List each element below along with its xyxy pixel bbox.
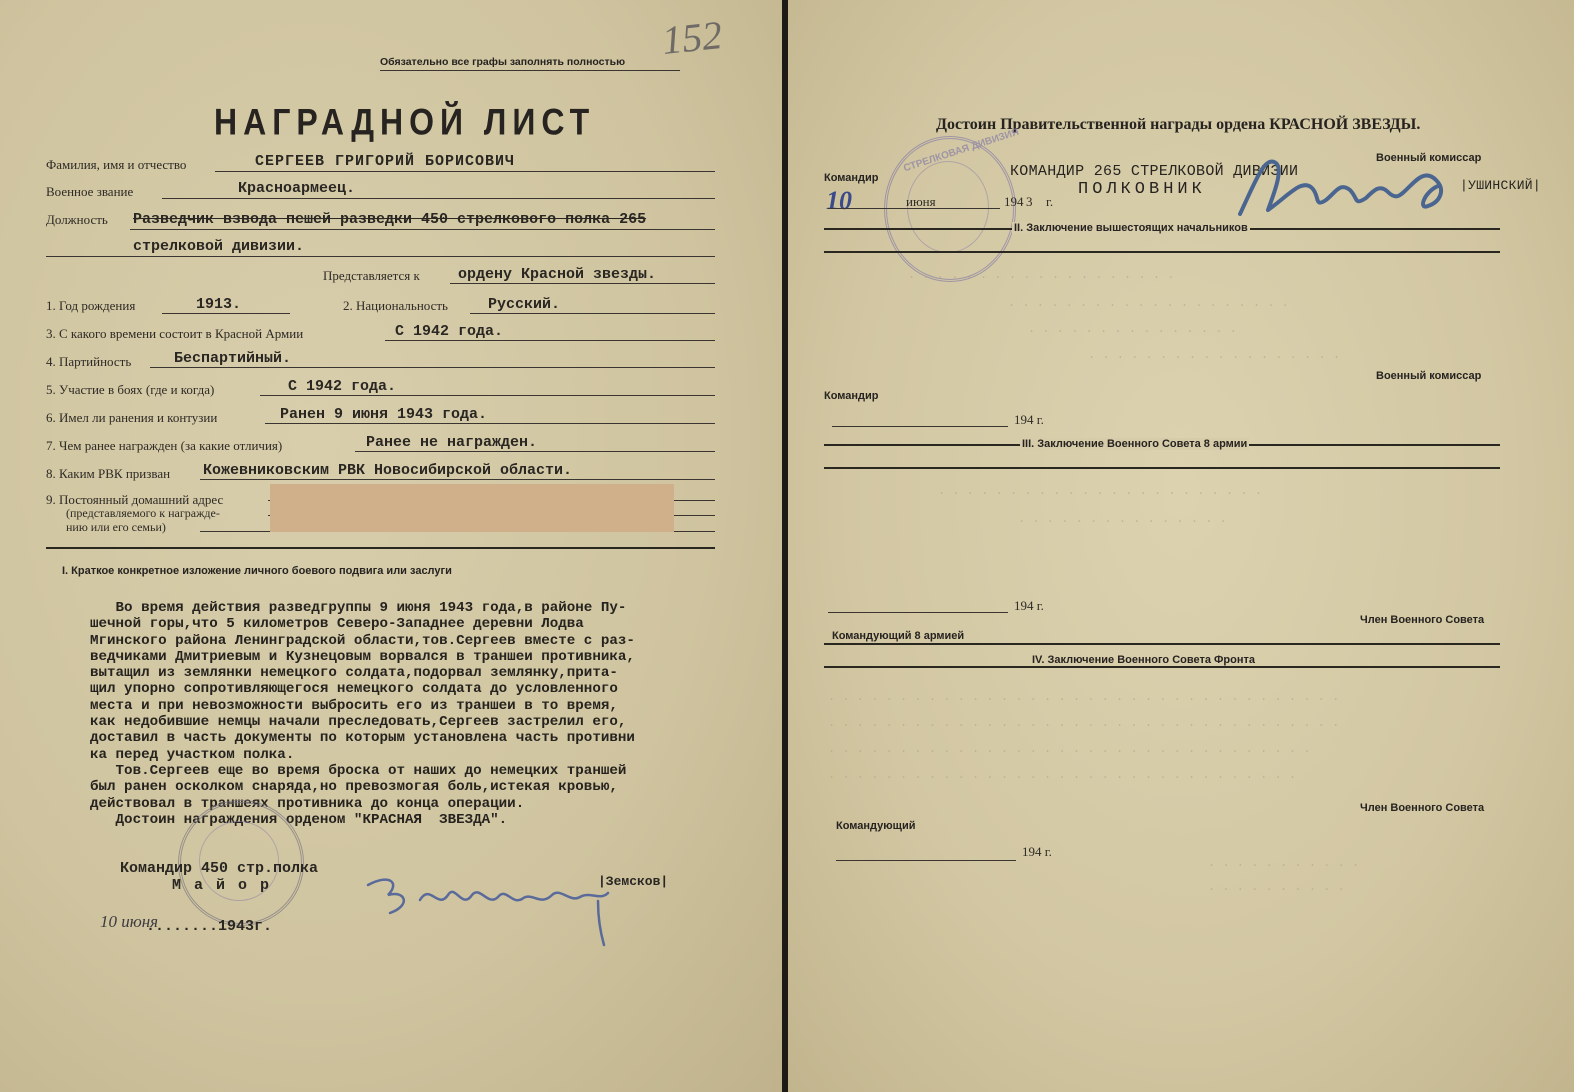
date-month: июня [906, 194, 936, 209]
nationality-label: 2. Национальность [343, 298, 448, 313]
typed-date: ........1943г. [146, 918, 273, 935]
division-commander: КОМАНДИР 265 СТРЕЛКОВОЙ ДИВИЗИИ [1010, 163, 1299, 180]
previous-awards-value: Ранее не награжден. [366, 434, 538, 451]
page-number: 152 [659, 11, 725, 64]
award-sheet-back: Достоин Правительственной награды ордена КРАСНОЙ ЗВЕЗДЫ. СТРЕЛКОВАЯ ДИВИЗИЯ Командир КОМАНДИР 265 СТРЕЛКОВОЙ ДИВИЗИИ ПОЛКОВНИК Военный комиссар |УШИНСКИЙ| 10 июня 194 3 г. II. Заключение вышестоящих начальников . . . . . . . . . . . . . . . . . . . . . . . . . . . . . . . . . . . . . . . . . . . . . . . . . . . . . . . . . . . . . . . . . . . . . . . . Командир Военный комиссар 194 г. III. Заключение Военного Совета 8 армии . . . . . . . . . . . . . . . . . . . . . . . . . . . . . . . . . . . . . . 194 г. Командующий 8 армией Член Военного Совета IV. Заключение Военного Совета Фронта . . . . . . . . . . . . . . . . . . . . . . . . . . . . . . . . . . . . . . . . . . . . . . . . . . . . . . . . . . . . . . . . . . . . . . . . . . . . . . . . . . . . . . . . . . . . . . . . . . . . . . . . . . . . . . . . . . . . . . . . . . . . . . . . . . . . . . . . . . . Член Военного Совета Командующий 194 г. . . . . . . . . . . . . . . . . . . . . . [788, 0, 1574, 1092]
narrative-text [90, 600, 760, 828]
stamp-text: СТРЕЛКОВАЯ ДИВИЗИЯ [902, 126, 1021, 175]
narrative-line: ведчиками Дмитриевым и Кузнецовым ворвался в траншеи противника, [90, 648, 635, 665]
division-stamp [884, 126, 1021, 282]
commander-name: |Земсков| [598, 874, 669, 889]
year-2: 194 г. [1014, 412, 1044, 427]
name-label: Фамилия, имя и отчество [46, 157, 187, 172]
narrative-line: действовал в траншеях противника до конца операции. [90, 795, 525, 812]
address-label-3: нию или его семьи) [66, 520, 166, 534]
party-label: 4. Партийность [46, 354, 132, 369]
position-value-line-2: стрелковой дивизии. [133, 238, 305, 255]
award-sheet-front [0, 0, 782, 1092]
komandir-label: Командир [824, 172, 879, 184]
rvk-label: 8. Каким РВК призван [46, 466, 171, 481]
narrative-line: щил упорно сопротивляющегося немецкого солдата до условленного [90, 681, 618, 698]
narrative-line: вытащил из землянки немецкого солдата,подорвал землянку,прита- [90, 665, 618, 682]
council-member-2-label: Член Военного Совета [1360, 802, 1485, 814]
narrative-line: Тов.Сергеев еще во время броска от наших до немецких траншей [90, 762, 627, 779]
front-commander-label: Командующий [836, 820, 916, 832]
party-value: Беспартийный. [174, 350, 292, 367]
section-1-heading: I. Краткое конкретное изложение личного боевого подвига или заслуги [62, 565, 452, 577]
narrative-line: Достоин награждения орденом "КРАСНАЯ ЗВЕЗДА". [90, 811, 508, 828]
redacted-address [270, 484, 674, 532]
colonel-name: |УШИНСКИЙ| [1460, 178, 1542, 193]
address-label-1: 9. Постоянный домашний адрес [46, 492, 224, 507]
battles-label: 5. Участие в боях (где и когда) [46, 382, 215, 397]
commander-signature [360, 855, 620, 950]
presented-value: ордену Красной звезды. [458, 266, 657, 283]
section-2-heading: II. Заключение вышестоящих начальников [1014, 222, 1248, 234]
position-value-line-1: Разведчик взвода пешей разведки 450 стрелкового полка 265 [133, 211, 647, 228]
colonel-rank: ПОЛКОВНИК [1078, 180, 1206, 199]
voenkom-label: Военный комиссар [1376, 152, 1482, 164]
council-member-label: Член Военного Совета [1360, 614, 1485, 626]
section-4-heading: IV. Заключение Военного Совета Фронта [1032, 654, 1255, 666]
previous-awards-label: 7. Чем ранее награжден (за какие отличия) [46, 438, 283, 453]
date-g: г. [1046, 194, 1054, 209]
birth-year-label: 1. Год рождения [46, 298, 136, 313]
worthy-statement: Достоин Правительственной награды ордена КРАСНОЙ ЗВЕЗДЫ. [936, 116, 1421, 133]
narrative-line: Мгинского района Ленинградской области,тов.Сергеев вместе с раз- [90, 632, 635, 649]
narrative-line: доставил в часть документы по которым установлена часть противни [90, 730, 635, 747]
narrative-line: места и при невозможности выбросить его из траншеи в то время, [90, 697, 618, 714]
date-year-suffix: 3 [1026, 194, 1033, 209]
document-title: НАГРАДНОЙ ЛИСТ [214, 101, 596, 143]
narrative-line: ка перед участком полка. [90, 746, 295, 763]
rvk-value: Кожевниковским РВК Новосибирской области. [203, 462, 573, 479]
narrative-line: был ранен осколком снаряда,но превозмогая боль,истекая кровью, [90, 779, 618, 796]
date-day: 10 [826, 186, 852, 215]
corner-note: Обязательно все графы заполнять полностью [380, 56, 626, 68]
voenkom-2-label: Военный комиссар [1376, 370, 1482, 382]
narrative-line: как недобившие немцы начали преследовать,Сергеев застрелил его, [90, 714, 627, 731]
presented-label: Представляется к [323, 268, 420, 283]
rank-value: Красноармеец. [238, 180, 356, 197]
section-3-heading: III. Заключение Военного Совета 8 армии [1022, 438, 1248, 450]
wounds-value: Ранен 9 июня 1943 года. [280, 406, 488, 423]
nationality-value: Русский. [488, 296, 561, 313]
army-commander-label: Командующий 8 армией [832, 630, 965, 642]
battles-value: С 1942 года. [288, 378, 397, 395]
narrative-line: шечной горы,что 5 километров Северо-Западнее деревни Лодва [90, 616, 584, 633]
army-since-value: С 1942 года. [395, 323, 504, 340]
wounds-label: 6. Имел ли ранения и контузии [46, 410, 218, 425]
position-label: Должность [46, 212, 108, 227]
year-4: 194 г. [1022, 844, 1052, 859]
colonel-signature [1228, 140, 1458, 230]
commander-rank: М а й о р [172, 877, 272, 894]
commander-title: Командир 450 стр.полка [120, 860, 319, 877]
name-value: СЕРГЕЕВ ГРИГОРИЙ БОРИСОВИЧ [255, 153, 516, 170]
handwritten-date: 10 июня [100, 912, 159, 931]
date-year: 194 [1004, 194, 1024, 209]
address-label-2: (представляемого к награжде- [66, 506, 220, 520]
komandir-2-label: Командир [824, 390, 879, 402]
year-3: 194 г. [1014, 598, 1044, 613]
rank-label: Военное звание [46, 184, 134, 199]
army-since-label: 3. С какого времени состоит в Красной Армии [46, 326, 304, 341]
birth-year-value: 1913. [196, 296, 242, 313]
narrative-line: Во время действия разведгруппы 9 июня 1943 года,в районе Пу- [90, 600, 627, 616]
